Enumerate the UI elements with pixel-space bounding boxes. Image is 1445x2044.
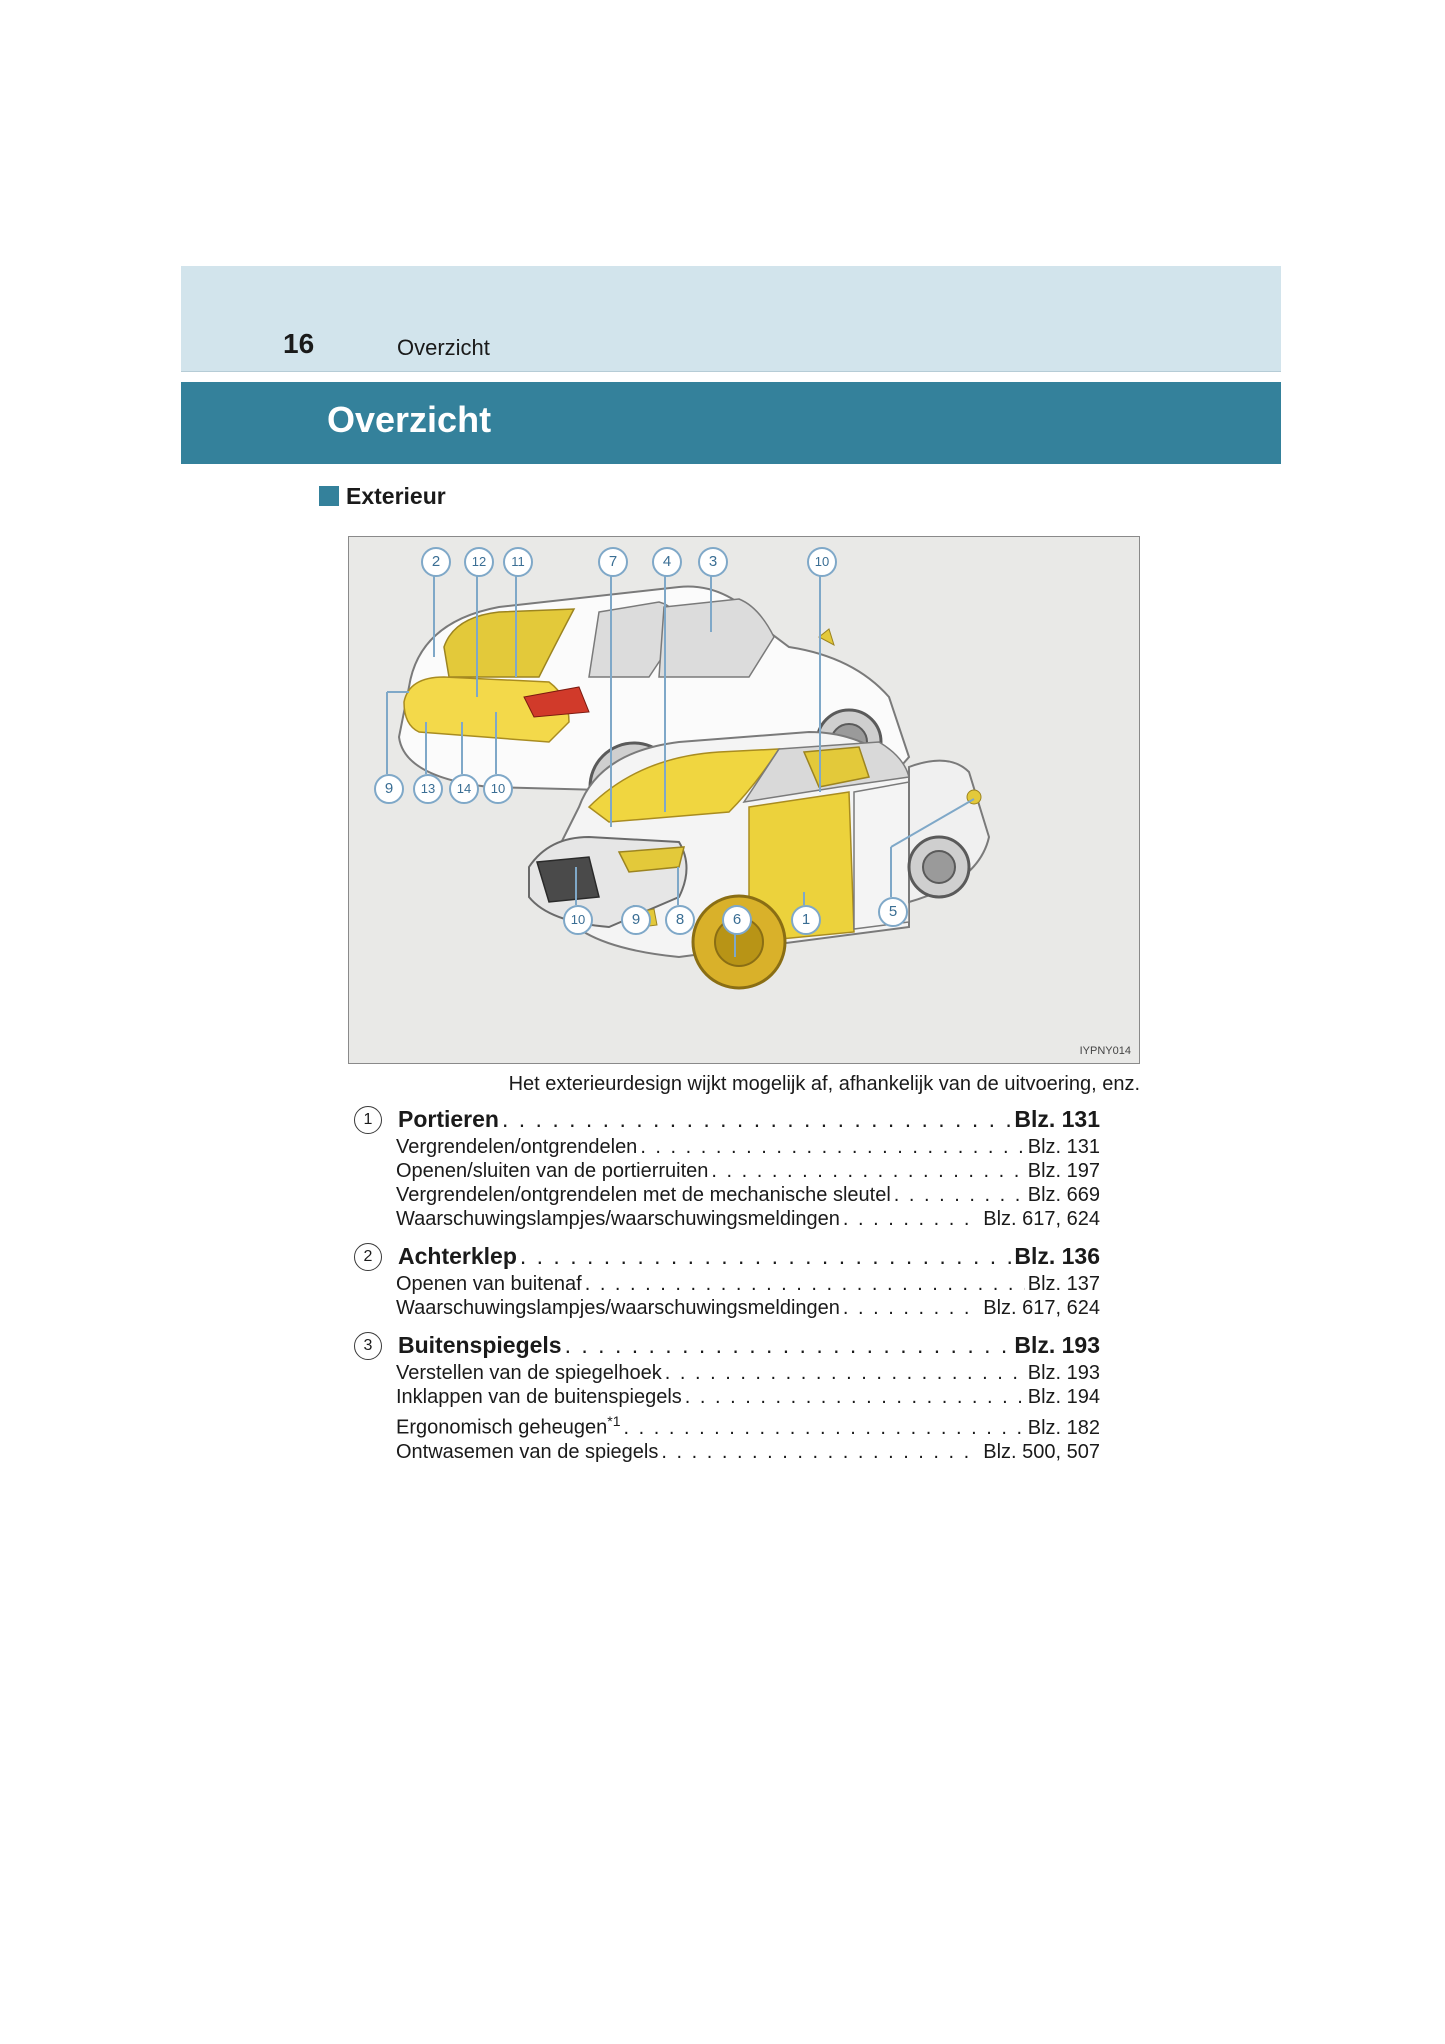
sub-label: Verstellen van de spiegelhoek	[396, 1362, 662, 1384]
dot-leader	[843, 1207, 980, 1231]
sub-label: Vergrendelen/ontgrendelen	[396, 1136, 638, 1158]
figure-caption: Het exterieurdesign wijkt mogelijk af, afhankelijk van de uitvoering, enz.	[508, 1073, 1140, 1095]
page-reference: Blz. 131	[1027, 1136, 1100, 1158]
toc-list	[354, 1104, 1100, 1474]
item-label: Portieren	[398, 1106, 499, 1132]
toc-item-portieren	[354, 1104, 1100, 1231]
page-reference: Blz. 193	[1027, 1362, 1100, 1384]
dot-leader	[711, 1159, 1024, 1183]
toc-sub-row	[396, 1159, 1100, 1183]
toc-sub-row	[396, 1385, 1100, 1409]
toc-item-buitenspiegels	[354, 1330, 1100, 1464]
callout-top-12: 12	[464, 547, 494, 577]
section-square-icon	[319, 486, 339, 506]
sub-label: Waarschuwingslampjes/waarschuwingsmeldingen	[396, 1297, 840, 1319]
footnote-mark: *1	[607, 1413, 621, 1429]
callout-left-9: 9	[374, 774, 404, 804]
toc-main-row	[354, 1241, 1100, 1272]
callout-top-11: 11	[503, 547, 533, 577]
page-reference: Blz. 131	[1014, 1106, 1100, 1132]
sub-label	[396, 1409, 621, 1440]
page-title: Overzicht	[327, 399, 492, 440]
dot-leader	[665, 1361, 1025, 1385]
item-number: 1	[354, 1106, 382, 1134]
toc-sub-row	[396, 1272, 1100, 1296]
item-number: 2	[354, 1243, 382, 1271]
dot-leader	[640, 1135, 1024, 1159]
callout-left-10: 10	[483, 774, 513, 804]
page-reference: Blz. 136	[1014, 1243, 1100, 1269]
item-label: Buitenspiegels	[398, 1332, 562, 1358]
running-title: Overzicht	[397, 335, 490, 360]
exterior-figure	[348, 536, 1140, 1064]
callout-bottom-9: 9	[621, 905, 651, 935]
dot-leader	[685, 1385, 1025, 1409]
dot-leader	[843, 1296, 980, 1320]
page-reference: Blz. 617, 624	[983, 1208, 1100, 1230]
callout-top-3: 3	[698, 547, 728, 577]
section-title: Exterieur	[346, 483, 446, 509]
dot-leader	[585, 1272, 1025, 1296]
dot-leader	[624, 1416, 1025, 1440]
toc-main-row	[354, 1330, 1100, 1361]
toc-sub-row	[396, 1207, 1100, 1231]
callout-bottom-1: 1	[791, 905, 821, 935]
toc-sub-row	[396, 1183, 1100, 1207]
page-reference: Blz. 193	[1014, 1332, 1100, 1358]
callout-top-4: 4	[652, 547, 682, 577]
dot-leader	[520, 1241, 1011, 1272]
header-divider	[181, 371, 1281, 372]
callout-top-10: 10	[807, 547, 837, 577]
callout-bottom-8: 8	[665, 905, 695, 935]
item-label: Achterklep	[398, 1243, 517, 1269]
page-reference: Blz. 197	[1027, 1160, 1100, 1182]
toc-sub-row	[396, 1361, 1100, 1385]
item-number: 3	[354, 1332, 382, 1360]
page-number: 16	[283, 328, 315, 359]
callout-bottom-5: 5	[878, 897, 908, 927]
page-reference: Blz. 617, 624	[983, 1297, 1100, 1319]
page-reference: Blz. 194	[1027, 1386, 1100, 1408]
callout-left-13: 13	[413, 774, 443, 804]
callout-bottom-6: 6	[722, 905, 752, 935]
header-band	[181, 266, 1281, 372]
dot-leader	[661, 1440, 980, 1464]
toc-sub-row	[396, 1296, 1100, 1320]
toc-sub-row	[396, 1409, 1100, 1440]
callout-top-7: 7	[598, 547, 628, 577]
figure-code: IYPNY014	[1079, 1045, 1131, 1057]
callout-top-2: 2	[421, 547, 451, 577]
toc-sub-row	[396, 1135, 1100, 1159]
toc-item-achterklep	[354, 1241, 1100, 1320]
sub-label: Openen van buitenaf	[396, 1273, 582, 1295]
toc-main-row	[354, 1104, 1100, 1135]
page-reference: Blz. 182	[1027, 1416, 1100, 1439]
page-reference: Blz. 137	[1027, 1273, 1100, 1295]
sub-label-text: Ergonomisch geheugen	[396, 1416, 608, 1439]
dot-leader	[502, 1104, 1011, 1135]
dot-leader	[894, 1183, 1025, 1207]
sub-label: Waarschuwingslampjes/waarschuwingsmeldingen	[396, 1208, 840, 1230]
page-reference: Blz. 669	[1027, 1184, 1100, 1206]
page-reference: Blz. 500, 507	[983, 1440, 1100, 1463]
sub-label: Ontwasemen van de spiegels	[396, 1440, 659, 1463]
sub-label: Inklappen van de buitenspiegels	[396, 1386, 682, 1408]
toc-sub-row	[396, 1440, 1100, 1464]
dot-leader	[565, 1330, 1012, 1361]
callout-bottom-10: 10	[563, 905, 593, 935]
sub-label: Openen/sluiten van de portierruiten	[396, 1160, 709, 1182]
sub-label: Vergrendelen/ontgrendelen met de mechanische sleutel	[396, 1184, 891, 1206]
callout-left-14: 14	[449, 774, 479, 804]
